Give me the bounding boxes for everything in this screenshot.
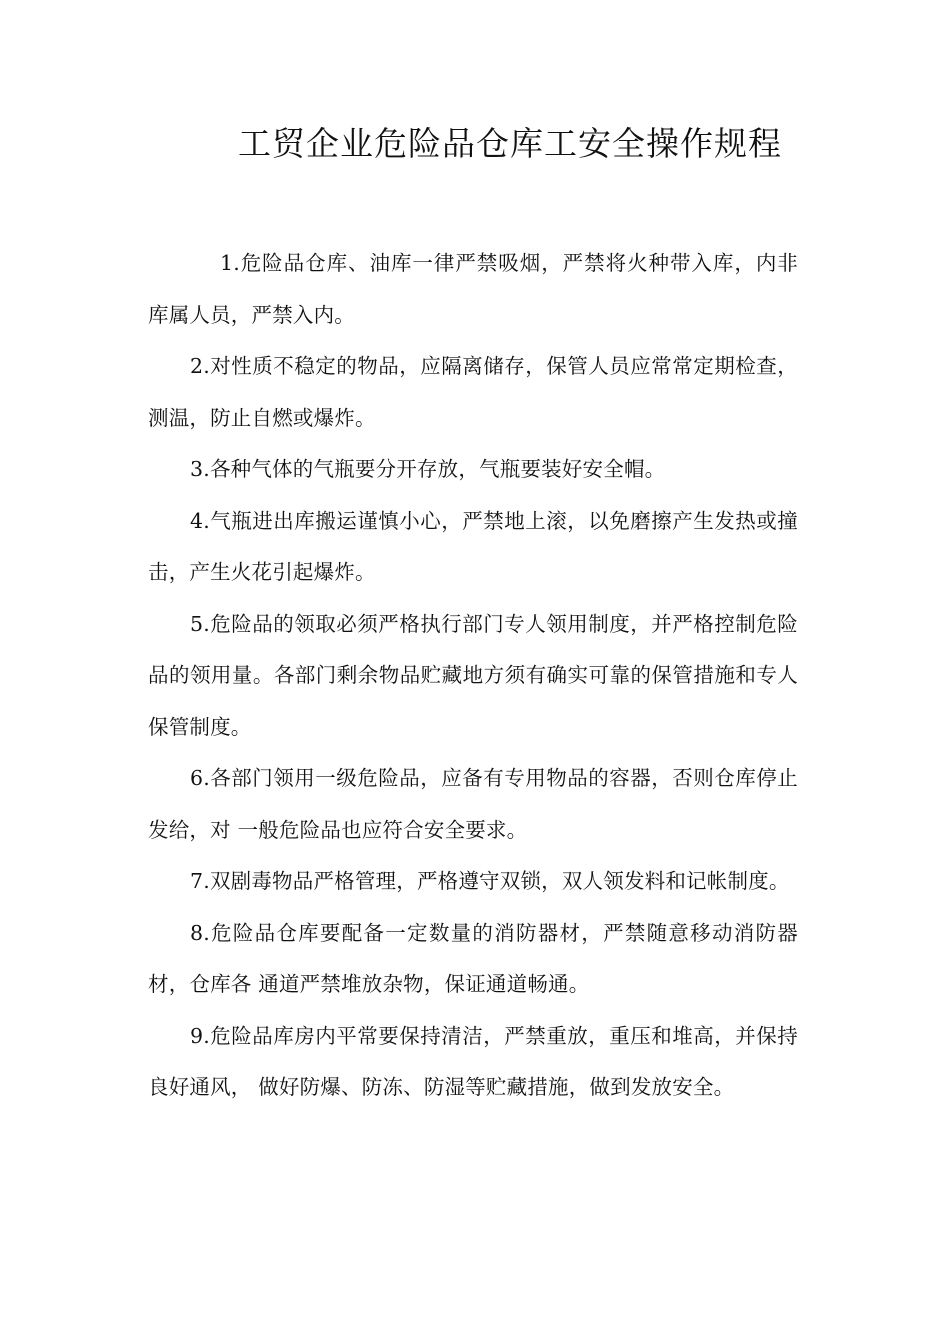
rule-paragraph-1: 1.危险品仓库、油库一律严禁吸烟，严禁将火种带入库，内非库属人员，严禁入内。 <box>148 251 798 327</box>
rule-paragraph-6: 6.各部门领用一级危险品，应备有专用物品的容器，否则仓库停止发给，对 一般危险品也应符合安全要求。 <box>148 766 798 842</box>
rule-paragraph-7: 7.双剧毒物品严格管理，严格遵守双锁，双人领发料和记帐制度。 <box>190 869 790 893</box>
rule-paragraph-9: 9.危险品库房内平常要保持清洁，严禁重放，重压和堆高，并保持良好通风， 做好防爆、防冻、防湿等贮藏措施，做到发放安全。 <box>148 1023 798 1099</box>
rule-paragraph-3: 3.各种气体的气瓶要分开存放，气瓶要装好安全帽。 <box>190 457 666 481</box>
document-title: 工贸企业危险品仓库工安全操作规程 <box>238 124 782 163</box>
rule-paragraph-4: 4.气瓶进出库搬运谨慎小心，严禁地上滚，以免磨擦产生发热或撞击，产生火花引起爆炸。 <box>148 508 798 584</box>
rule-paragraph-2: 2.对性质不稳定的物品，应隔离储存，保管人员应常常定期检查，测温，防止自燃或爆炸。 <box>148 354 798 430</box>
document-body <box>148 238 798 1114</box>
rule-paragraph-5: 5.危险品的领取必须严格执行部门专人领用制度，并严格控制危险品的领用量。各部门剩余物品贮藏地方须有确实可靠的保管措施和专人保管制度。 <box>148 611 798 739</box>
rule-paragraph-8: 8.危险品仓库要配备一定数量的消防器材，严禁随意移动消防器材，仓库各 通道严禁堆放杂物，保证通道畅通。 <box>148 920 798 996</box>
